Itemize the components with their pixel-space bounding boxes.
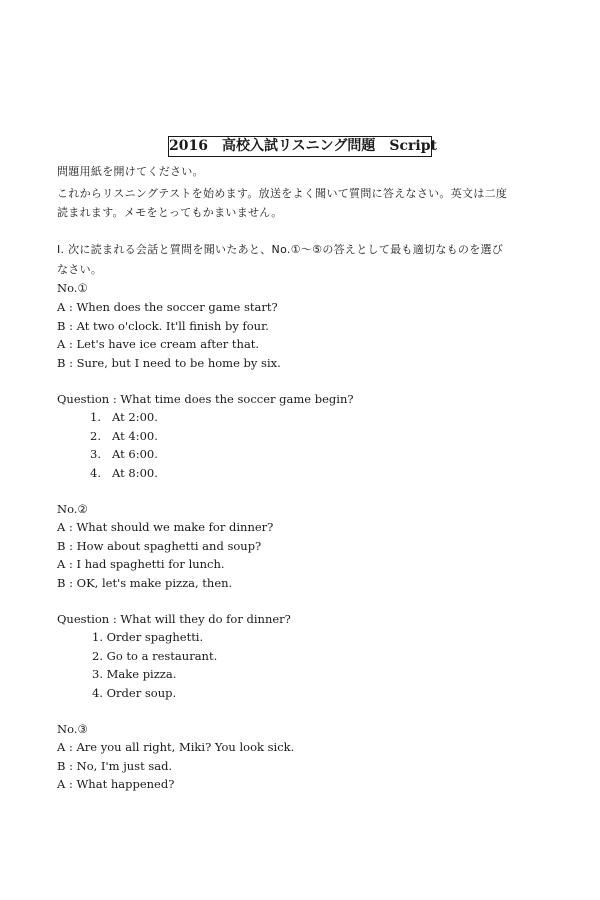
- q2-question: Question : What will they do for dinner?: [57, 612, 291, 626]
- q1-option: [90, 447, 158, 462]
- q1-option-text: At 8:00.: [112, 466, 158, 480]
- q1-option-number: 4.: [90, 466, 101, 480]
- section-instruction-line-2: なさい。: [57, 263, 103, 276]
- q1-dialogue-line: A : When does the soccer game start?: [57, 300, 278, 314]
- q1-option-number: 3.: [90, 447, 101, 461]
- q2-dialogue-line: B : OK, let's make pizza, then.: [57, 576, 233, 590]
- q1-dialogue-line: B : At two o'clock. It'll finish by four.: [57, 319, 269, 333]
- q1-option-number: 2.: [90, 429, 101, 443]
- q1-dialogue-line: B : Sure, but I need to be home by six.: [57, 356, 281, 370]
- q1-option: [90, 410, 158, 425]
- q1-option: [90, 466, 158, 481]
- q1-dialogue-line: A : Let's have ice cream after that.: [57, 337, 260, 351]
- q1-number: No.①: [57, 281, 88, 295]
- q1-option: [90, 429, 158, 444]
- intro-line-2: これからリスニングテストを始めます。放送をよく聞いて質問に答えなさい。英文は二度: [57, 187, 508, 200]
- q1-option-number: 1.: [90, 410, 101, 424]
- q3-dialogue-line: B : No, I'm just sad.: [57, 759, 173, 773]
- q2-option: 3. Make pizza.: [92, 667, 177, 681]
- q2-dialogue-line: A : What should we make for dinner?: [57, 520, 274, 534]
- section-instruction-line-1: Ⅰ. 次に読まれる会話と質問を聞いたあと、No.①〜⑤の答えとして最も適切なものを選び: [57, 243, 504, 256]
- q2-dialogue-line: A : I had spaghetti for lunch.: [57, 557, 225, 571]
- q2-dialogue-line: B : How about spaghetti and soup?: [57, 539, 262, 553]
- intro-line-3: 読まれます。メモをとってもかまいません。: [57, 206, 283, 219]
- q2-option: 2. Go to a restaurant.: [92, 649, 218, 663]
- intro-line-1: 問題用紙を開けてください。: [57, 165, 204, 178]
- q2-number: No.②: [57, 502, 88, 516]
- document-title: 2016 高校入試リスニング問題 Script: [168, 136, 432, 157]
- q2-option: 4. Order soup.: [92, 686, 177, 700]
- q1-question: Question : What time does the soccer game begin?: [57, 392, 354, 406]
- q1-option-text: At 6:00.: [112, 447, 158, 461]
- q2-option: 1. Order spaghetti.: [92, 630, 204, 644]
- q1-option-text: At 4:00.: [112, 429, 158, 443]
- q1-option-text: At 2:00.: [112, 410, 158, 424]
- q3-number: No.③: [57, 722, 88, 736]
- q3-dialogue-line: A : What happened?: [57, 777, 175, 791]
- q3-dialogue-line: A : Are you all right, Miki? You look sick.: [57, 740, 295, 754]
